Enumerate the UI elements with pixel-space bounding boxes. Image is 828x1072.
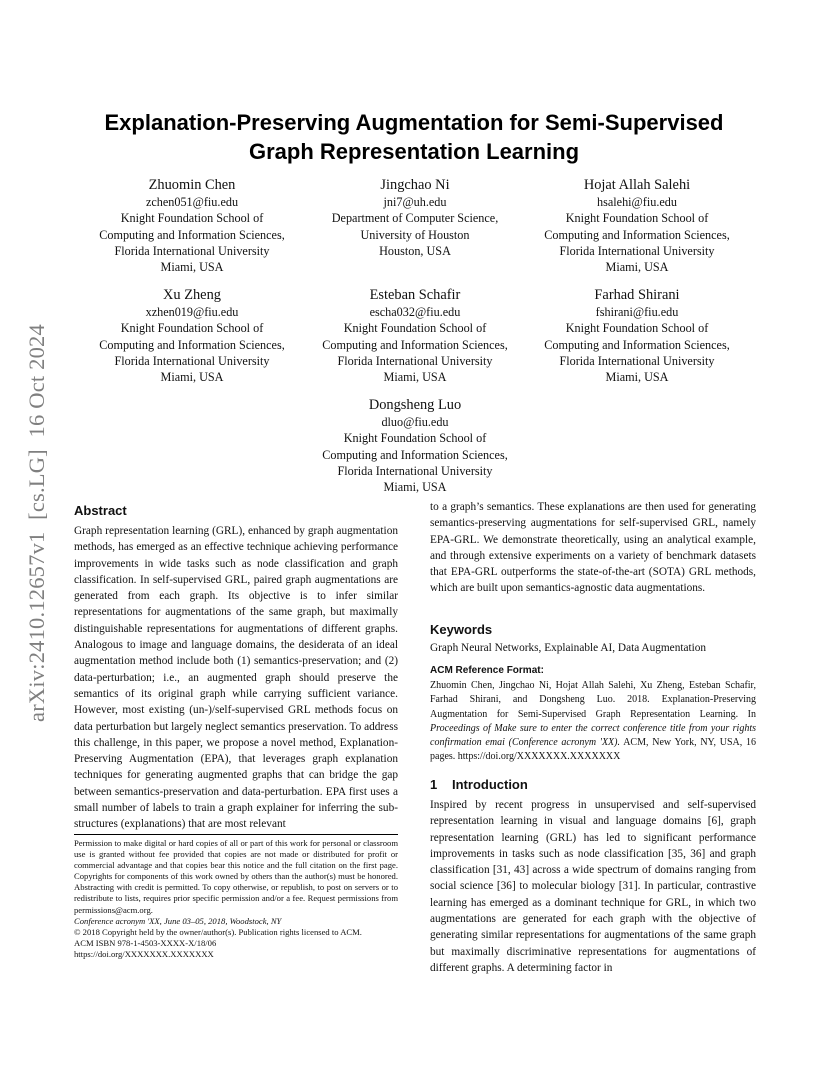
acm-reference-tail: ACM, New York, NY, USA, 16 pages. https://doi.org/XXXXXXX.XXXXXXX [430,737,756,763]
author-affiliation: Knight Foundation School of [343,321,487,336]
author-location: Miami, USA [605,260,669,275]
author-email[interactable]: fshirani@fiu.edu [595,305,679,319]
author-affiliation: Computing and Information Sciences, [544,227,730,242]
author-email[interactable]: xzhen019@fiu.edu [145,305,239,319]
acm-reference [430,664,756,765]
author-email[interactable]: jni7@uh.edu [383,195,447,209]
author-affiliation: Florida International University [114,353,270,368]
introduction-heading [430,776,528,794]
title-line-1: Explanation-Preserving Augmentation for Semi-Supervised [104,110,724,135]
section-number: 1 [430,777,438,792]
author-affiliation: Florida International University [337,463,493,478]
author-affiliation: Knight Foundation School of [565,211,709,226]
author-name: Farhad Shirani [594,287,680,303]
author-affiliation: Florida International University [559,243,715,258]
author-affiliation: Knight Foundation School of [565,321,709,336]
author-block [309,176,521,259]
author-email[interactable]: dluo@fiu.edu [381,415,449,429]
author-affiliation: Computing and Information Sciences, [322,337,508,352]
author-location: Miami, USA [160,370,224,385]
arxiv-stamp-text: arXiv:2410.12657v1 [cs.LG] 16 Oct 2024 [24,324,49,722]
abstract-continued [430,499,756,597]
author-affiliation: Computing and Information Sciences, [99,227,285,242]
author-affiliation: Computing and Information Sciences, [544,337,730,352]
abstract-section [74,502,398,833]
doi-link[interactable]: https://doi.org/XXXXXXX.XXXXXXX [74,948,214,959]
paper-title [70,108,758,166]
abstract-text-continued: to a graph’s semantics. These explanations are then used for generating semantics-preserving augmentations for self-supervised GRL, namely EPA-GRL. We demonstrate theoretically, using an analytical example, and through extensive experiments on a variety of benchmark datasets that EPA-GRL outperforms the state-of-the-art (SOTA) GRL methods, which are built upon semantics-agnostic data augmentations. [430,501,756,595]
author-location: Houston, USA [379,243,451,258]
acm-reference-heading: ACM Reference Format: [430,665,544,676]
author-location: Miami, USA [383,480,447,495]
author-email[interactable]: escha032@fiu.edu [369,305,461,319]
copyright-notice: © 2018 Copyright held by the owner/author(s). Publication rights licensed to ACM. [74,926,362,937]
author-block [531,286,743,385]
permission-notice: Permission to make digital or hard copies of all or part of this work for personal or classroom use is granted without fee provided that copies are not made or distributed for profit or commercial advantage and that copies bear this notice and the full citation on the first page. Copyrights for components of this work owned by others than the author(s) must be honored. Abstracting with credit is permitted. To copy otherwise, or republish, to post on servers or to redistribute to lists, requires prior specific permission and/or a fee. Request permissions from permissions@acm.org. [74,838,398,915]
author-name: Zhuomin Chen [148,177,236,193]
author-name: Xu Zheng [163,287,221,303]
author-location: Miami, USA [605,370,669,385]
author-affiliation: Knight Foundation School of [120,321,264,336]
author-name: Hojat Allah Salehi [583,177,691,193]
author-location: Miami, USA [383,370,447,385]
author-affiliation: University of Houston [360,227,470,242]
footnote-divider [74,834,398,835]
author-name: Esteban Schafir [369,287,461,303]
section-title: Introduction [452,777,528,792]
author-email[interactable]: zchen051@fiu.edu [145,195,239,209]
abstract-text: Graph representation learning (GRL), enhanced by graph augmentation methods, has emerged as an effective technique achieving performance improvements in wide tasks such as node classification and graph classification. In self-supervised GRL, paired graph augmentations are generated from each graph. Its objective is to infer similar representations for augmentations of the same graph, but maximally distinguishable representations for augmentations of different graphs. Analogous to image and language domains, the desiderata of an ideal augmentation method include both (1) semantics-preservation; and (2) data-perturbation; i.e., an augmented graph should preserve the semantics of its original graph while carrying sufficient variance. However, most existing (un-)/self-supervised GRL methods focus on data perturbation but largely neglect semantics preservation. To address this challenge, in this paper, we propose a novel method, Explanation-Preserving Augmentation (EPA), that leverages graph explanation techniques for generating augmented graphs that can bridge the gap between semantics-preservation and data-perturbation. EPA first uses a small number of labels to train a graph explainer for inferring the sub-structures (explanations) that are most relevant [74,525,398,831]
author-affiliation: Florida International University [559,353,715,368]
footnote [74,838,398,960]
author-block [531,176,743,275]
author-block [86,286,298,385]
author-email[interactable]: hsalehi@fiu.edu [597,195,677,209]
author-affiliation: Computing and Information Sciences, [322,447,508,462]
arxiv-stamp [22,288,52,758]
author-location: Miami, USA [160,260,224,275]
author-name: Dongsheng Luo [368,397,462,413]
author-name: Jingchao Ni [380,177,450,193]
acm-reference-proceedings: Proceedings of Make sure to enter the correct conference title from your rights confirmation emai (Conference acronym 'XX). [430,722,756,749]
author-affiliation: Florida International University [337,353,493,368]
author-block [86,176,298,275]
author-block [309,396,521,495]
introduction-section [430,797,756,976]
title-line-2: Graph Representation Learning [248,139,580,164]
author-affiliation: Florida International University [114,243,270,258]
author-block [309,286,521,385]
author-affiliation: Computing and Information Sciences, [99,337,285,352]
acm-reference-text: Zhuomin Chen, Jingchao Ni, Hojat Allah Salehi, Xu Zheng, Esteban Schafir, Farhad Shirani, and Dongsheng Luo. 2018. Explanation-Preserving Augmentation for Semi-Supervised Graph Representation Learning. In [430,680,756,720]
keywords-heading: Keywords [430,622,493,637]
conference-info: Conference acronym 'XX, June 03–05, 2018, Woodstock, NY [74,915,282,926]
abstract-heading: Abstract [74,503,127,518]
isbn: ACM ISBN 978-1-4503-XXXX-X/18/06 [74,937,217,948]
keywords-text: Graph Neural Networks, Explainable AI, Data Augmentation [430,642,707,654]
author-affiliation: Knight Foundation School of [343,431,487,446]
author-affiliation: Department of Computer Science, [331,211,499,226]
author-affiliation: Knight Foundation School of [120,211,264,226]
introduction-text: Inspired by recent progress in unsupervised and self-supervised representation learning in visual and language domains [6], graph representation learning (GRL) has led to significant performance improvements in tasks such as node classification [35, 36] and graph classification [31, 43] across a wide spectrum of domains ranging from social science [36] to molecular biology [31]. In particular, contrastive learning has emerged as a dominant technique for GRL, in which two augmentations are generated for each graph with the objective of generating similar representations for augmentations of the same graph but maximally discriminative representations for augmentations of different graphs. A determining factor in [430,799,756,974]
